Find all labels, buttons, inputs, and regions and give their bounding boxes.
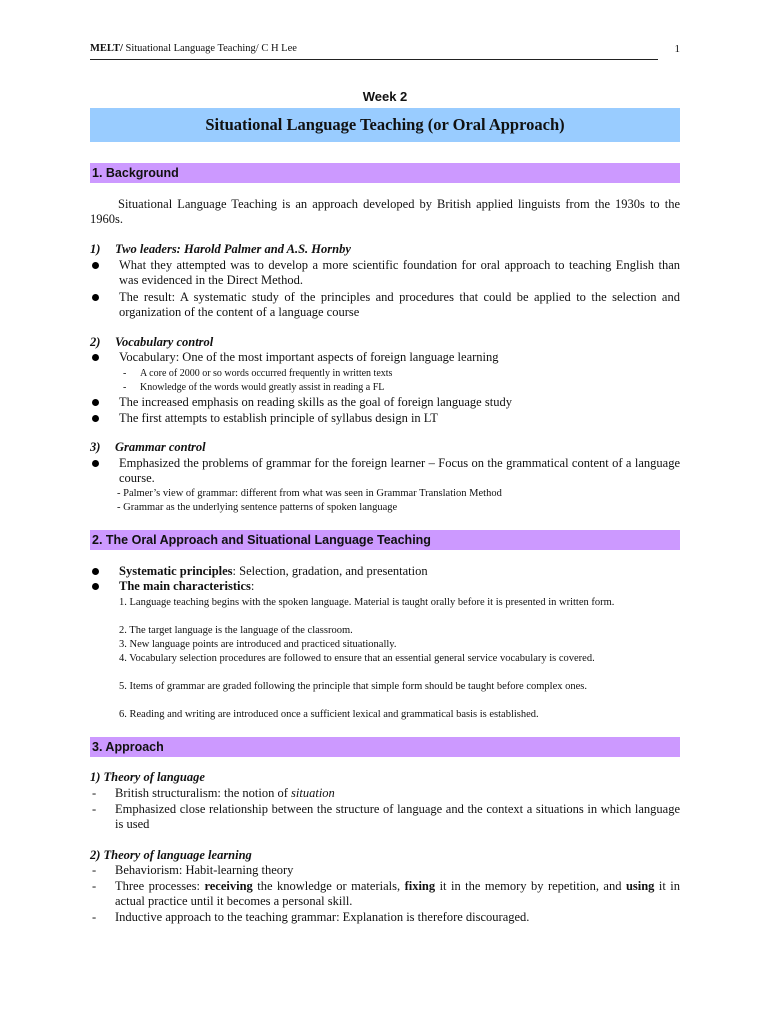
header-course-title: MELT/ Situational Language Teaching/ C H Lee (90, 43, 297, 54)
bullet-icon (92, 262, 99, 269)
list-item: The first attempts to establish principle of syllabus design in LT (90, 411, 680, 426)
characteristic-item: 1. Language teaching begins with the spoken language. Material is taught orally before it is presented in written form. (119, 597, 615, 608)
list-item: - British structuralism: the notion of situation (92, 786, 335, 800)
list-item: - Three processes: receiving the knowledge or materials, fixing it in the memory by repetition, and using it in actual practice until it becomes a personal skill. (92, 879, 681, 908)
section-heading-oral-approach: 2. The Oral Approach and Situational Language Teaching (90, 530, 680, 550)
subheading-vocabulary-control: 2) Vocabulary control (90, 335, 214, 349)
characteristic-item: 4. Vocabulary selection procedures are followed to ensure that an essential general service vocabulary is covered. (119, 653, 595, 664)
bullet-icon (92, 415, 99, 422)
dash-item: - Knowledge of the words would greatly assist in reading a FL (123, 382, 385, 393)
grammar-note: - Grammar as the underlying sentence patterns of spoken language (117, 502, 398, 513)
section-heading-approach: 3. Approach (90, 737, 680, 757)
characteristic-item: 6. Reading and writing are introduced once a sufficient lexical and grammatical basis is established. (119, 709, 539, 720)
characteristic-item: 5. Items of grammar are graded following the principle that simple form should be taught before complex ones. (119, 681, 587, 692)
characteristic-item: 2. The target language is the language of the classroom. (119, 625, 353, 636)
page-number: 1 (674, 43, 680, 55)
characteristic-item: 3. New language points are introduced and practiced situationally. (119, 639, 397, 650)
list-item: What they attempted was to develop a more scientific foundation for oral approach to teaching English than was evidenced in the Direct Method. (90, 258, 680, 288)
dash-item: - A core of 2000 or so words occurred frequently in written texts (123, 368, 393, 379)
list-item: Emphasized the problems of grammar for the foreign learner – Focus on the grammatical content of a language course. (90, 456, 680, 486)
subheading-two-leaders: 1) Two leaders: Harold Palmer and A.S. Hornby (90, 242, 351, 256)
list-item: Systematic principles: Selection, gradation, and presentation (90, 564, 680, 579)
week-label: Week 2 (362, 89, 408, 104)
list-item: - Inductive approach to the teaching grammar: Explanation is therefore discouraged. (92, 910, 530, 924)
list-item: Vocabulary: One of the most important aspects of foreign language learning (90, 350, 680, 365)
bullet-icon (92, 460, 99, 467)
list-item: - Emphasized close relationship between the structure of language and the context a situations in which language is used (92, 802, 680, 831)
bullet-icon (92, 399, 99, 406)
subheading-theory-of-language: 1) Theory of language (90, 770, 205, 784)
page-header (90, 43, 680, 59)
background-intro: Situational Language Teaching is an approach developed by British applied linguists from the 1930s to the 1960s. (90, 197, 680, 226)
grammar-note: - Palmer’s view of grammar: different from what was seen in Grammar Translation Method (117, 488, 502, 499)
document-title: Situational Language Teaching (or Oral Approach) (90, 108, 680, 142)
subheading-theory-of-language-learning: 2) Theory of language learning (90, 848, 252, 862)
bullet-icon (92, 294, 99, 301)
list-item: The increased emphasis on reading skills as the goal of foreign language study (90, 395, 680, 410)
header-rule (90, 59, 658, 60)
section-heading-background: 1. Background (90, 163, 680, 183)
bullet-icon (92, 568, 99, 575)
bullet-icon (92, 354, 99, 361)
list-item: - Behaviorism: Habit-learning theory (92, 863, 294, 877)
subheading-grammar-control: 3) Grammar control (90, 440, 206, 454)
bullet-icon (92, 583, 99, 590)
list-item: The result: A systematic study of the principles and procedures that could be applied to the selection and organization of the content of a language course (90, 290, 680, 320)
list-item: The main characteristics: (90, 579, 680, 594)
